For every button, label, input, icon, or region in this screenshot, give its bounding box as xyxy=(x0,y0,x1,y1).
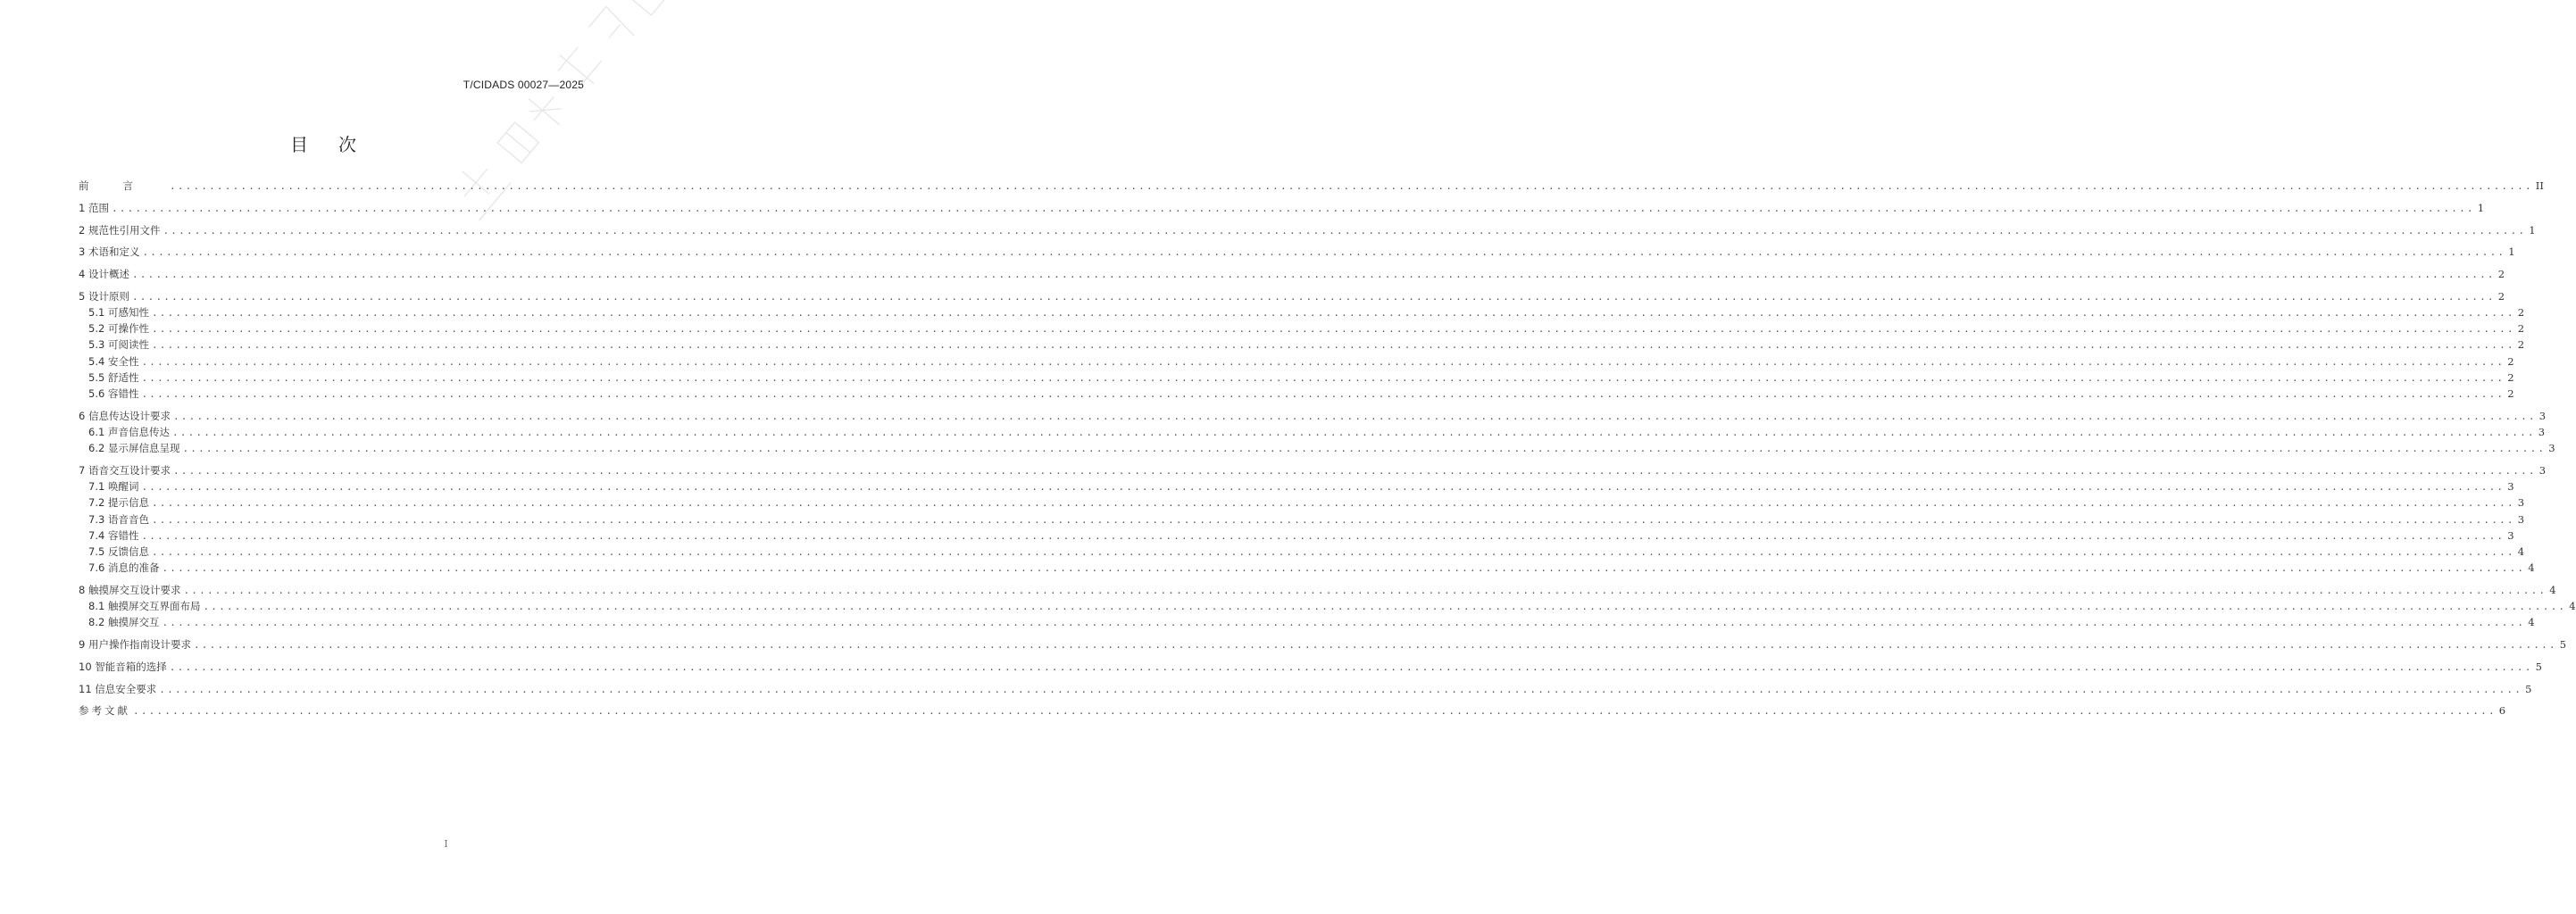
toc-entry[interactable] xyxy=(79,598,2576,614)
toc-entry[interactable] xyxy=(79,320,2525,337)
toc-entry-label: 3 术语和定义 xyxy=(79,245,140,259)
toc-entry-label: 5.3 可阅读性 xyxy=(88,338,149,352)
toc-entry-page: 2 xyxy=(2517,322,2525,336)
toc-leader-dots: ............................................................................................................................................................................................................................................................................................................ xyxy=(151,323,2515,336)
toc-entry-label: 4 设计概述 xyxy=(79,268,129,281)
toc-leader-dots: ............................................................................................................................................................................................................................................................................................................ xyxy=(131,290,2496,303)
toc-leader-dots: ............................................................................................................................................................................................................................................................................................................ xyxy=(171,427,2536,438)
toc-entry-label: 7.6 消息的准备 xyxy=(88,561,160,575)
toc-entry[interactable] xyxy=(79,494,2525,511)
toc-entry-label: 参考文献 xyxy=(79,704,130,718)
toc-entry-page: 3 xyxy=(2507,480,2514,494)
toc-entry-label: 5.4 安全性 xyxy=(88,354,139,368)
toc-leader-dots: ............................................................................................................................................................................................................................................................................................................ xyxy=(141,371,2505,384)
toc-entry[interactable] xyxy=(79,528,2514,544)
toc-leader-dots: ............................................................................................................................................................................................................................................................................................................ xyxy=(170,180,2533,192)
toc-entry-label: 10 智能音箱的选择 xyxy=(79,660,167,673)
toc-entry[interactable] xyxy=(79,462,2547,478)
toc-entry[interactable] xyxy=(79,659,2542,675)
toc-entry[interactable] xyxy=(79,424,2546,440)
toc-leader-dots: ............................................................................................................................................................................................................................................................................................................ xyxy=(182,443,2547,455)
table-of-contents xyxy=(79,178,2576,719)
toc-entry-page: 4 xyxy=(2517,544,2525,558)
toc-entry-page: 4 xyxy=(2528,561,2535,575)
toc-leader-dots: ............................................................................................................................................................................................................................................................................................................ xyxy=(172,410,2537,422)
toc-entry-page: 2 xyxy=(2517,338,2525,352)
toc-entry[interactable] xyxy=(79,408,2547,424)
toc-entry-page: II xyxy=(2535,179,2544,192)
toc-leader-dots: ............................................................................................................................................................................................................................................................................................................ xyxy=(162,617,2526,629)
toc-entry-page: 4 xyxy=(2549,583,2556,596)
toc-leader-dots: ............................................................................................................................................................................................................................................................................................................ xyxy=(151,513,2515,526)
toc-leader-dots: ............................................................................................................................................................................................................................................................................................................ xyxy=(163,224,2527,237)
toc-leader-dots: ............................................................................................................................................................................................................................................................................................................ xyxy=(183,584,2547,596)
toc-entry-label: 7 语音交互设计要求 xyxy=(79,463,171,477)
toc-entry-page: 3 xyxy=(2538,426,2546,438)
toc-entry-label: 7.1 唤醒词 xyxy=(88,480,139,494)
toc-entry-label: 7.2 提示信息 xyxy=(88,496,149,510)
toc-entry[interactable] xyxy=(79,178,2544,194)
toc-entry[interactable] xyxy=(79,200,2485,216)
toc-entry[interactable] xyxy=(79,582,2556,598)
toc-leader-dots: ............................................................................................................................................................................................................................................................................................................ xyxy=(159,683,2523,695)
toc-leader-dots: ............................................................................................................................................................................................................................................................................................................ xyxy=(141,355,2505,368)
toc-entry[interactable] xyxy=(79,222,2536,238)
toc-leader-dots: ............................................................................................................................................................................................................................................................................................................ xyxy=(151,545,2515,558)
toc-entry-page: 3 xyxy=(2538,409,2547,422)
page-number: I xyxy=(444,838,448,850)
toc-entry-label: 5 设计原则 xyxy=(79,289,129,303)
toc-entry-page: 3 xyxy=(2517,512,2525,526)
toc-entry-label: 5.5 舒适性 xyxy=(88,370,139,384)
toc-entry[interactable] xyxy=(79,478,2514,494)
toc-entry-page: 3 xyxy=(2538,463,2547,477)
toc-entry-label: 6 信息传达设计要求 xyxy=(79,409,171,422)
toc-entry-page: 1 xyxy=(2529,223,2536,237)
toc-entry-page: 3 xyxy=(2517,496,2525,510)
toc-leader-dots: ............................................................................................................................................................................................................................................................................................................ xyxy=(172,464,2537,477)
toc-entry-page: 6 xyxy=(2498,704,2506,718)
toc-entry[interactable] xyxy=(79,288,2505,304)
toc-entry-page: 2 xyxy=(2517,306,2525,320)
toc-entry-label: 7.5 反馈信息 xyxy=(88,544,149,558)
toc-leader-dots: ............................................................................................................................................................................................................................................................................................................ xyxy=(193,639,2557,652)
toc-entry-label: 8.1 触摸屏交互界面布局 xyxy=(88,600,201,613)
toc-entry[interactable] xyxy=(79,386,2514,402)
toc-entry-page: 3 xyxy=(2548,442,2555,455)
toc-entry-label: 11 信息安全要求 xyxy=(79,682,157,695)
toc-entry[interactable] xyxy=(79,702,2506,719)
toc-entry-label: 6.1 声音信息传达 xyxy=(88,426,170,438)
toc-entry-label: 前言 xyxy=(79,179,167,192)
toc-entry-page: 1 xyxy=(2508,245,2515,259)
toc-leader-dots: ............................................................................................................................................................................................................................................................................................................ xyxy=(162,562,2526,575)
toc-leader-dots: ............................................................................................................................................................................................................................................................................................................ xyxy=(133,705,2497,718)
toc-entry-label: 8.2 触摸屏交互 xyxy=(88,616,160,629)
toc-entry-label: 7.4 容错性 xyxy=(88,528,139,542)
toc-entry-label: 5.6 容错性 xyxy=(88,387,139,401)
toc-entry[interactable] xyxy=(79,560,2535,576)
toc-leader-dots: ............................................................................................................................................................................................................................................................................................................ xyxy=(131,269,2496,281)
toc-leader-dots: ............................................................................................................................................................................................................................................................................................................ xyxy=(142,246,2506,259)
toc-entry[interactable] xyxy=(79,681,2532,697)
toc-leader-dots: ............................................................................................................................................................................................................................................................................................................ xyxy=(111,202,2475,214)
toc-entry-label: 6.2 显示屏信息呈现 xyxy=(88,442,180,455)
toc-entry-page: 2 xyxy=(2507,370,2514,384)
toc-entry[interactable] xyxy=(79,244,2515,260)
toc-entry-label: 9 用户操作指南设计要求 xyxy=(79,638,191,652)
toc-entry-label: 5.1 可感知性 xyxy=(88,306,149,320)
toc-leader-dots: ............................................................................................................................................................................................................................................................................................................ xyxy=(151,497,2515,510)
toc-leader-dots: ............................................................................................................................................................................................................................................................................................................ xyxy=(141,481,2505,494)
toc-entry-page: 2 xyxy=(2497,268,2505,281)
toc-entry-page: 2 xyxy=(2497,289,2505,303)
toc-leader-dots: ............................................................................................................................................................................................................................................................................................................ xyxy=(203,601,2567,613)
toc-entry[interactable] xyxy=(79,304,2525,320)
page-title: 目次 xyxy=(290,134,387,155)
toc-leader-dots: ............................................................................................................................................................................................................................................................................................................ xyxy=(151,307,2515,320)
toc-entry-page: 4 xyxy=(2569,600,2576,613)
toc-entry-page: 1 xyxy=(2477,201,2485,214)
toc-entry[interactable] xyxy=(79,511,2525,528)
toc-entry[interactable] xyxy=(79,440,2555,456)
toc-entry-page: 4 xyxy=(2528,616,2535,629)
toc-entry-label: 5.2 可操作性 xyxy=(88,322,149,336)
toc-entry[interactable] xyxy=(79,370,2514,386)
toc-entry-label: 8 触摸屏交互设计要求 xyxy=(79,583,181,596)
toc-entry-label: 1 范围 xyxy=(79,201,109,214)
toc-entry[interactable] xyxy=(79,337,2525,353)
toc-entry-label: 7.3 语音音色 xyxy=(88,512,149,526)
toc-entry-page: 5 xyxy=(2525,682,2532,695)
document-code: T/CIDADS 00027—2025 xyxy=(463,79,584,91)
toc-entry-page: 2 xyxy=(2507,387,2514,401)
toc-leader-dots: ............................................................................................................................................................................................................................................................................................................ xyxy=(169,661,2533,673)
toc-leader-dots: ............................................................................................................................................................................................................................................................................................................ xyxy=(151,339,2515,352)
toc-entry[interactable] xyxy=(79,266,2505,282)
toc-entry-page: 2 xyxy=(2507,354,2514,368)
toc-leader-dots: ............................................................................................................................................................................................................................................................................................................ xyxy=(141,529,2505,542)
toc-entry[interactable] xyxy=(79,353,2514,370)
toc-entry[interactable] xyxy=(79,544,2525,560)
toc-entry[interactable] xyxy=(79,636,2567,652)
toc-entry[interactable] xyxy=(79,614,2535,630)
toc-entry-page: 5 xyxy=(2559,638,2567,652)
toc-leader-dots: ............................................................................................................................................................................................................................................................................................................ xyxy=(141,388,2505,401)
toc-entry-page: 5 xyxy=(2535,660,2542,673)
toc-entry-label: 2 规范性引用文件 xyxy=(79,223,161,237)
toc-entry-page: 3 xyxy=(2507,528,2514,542)
